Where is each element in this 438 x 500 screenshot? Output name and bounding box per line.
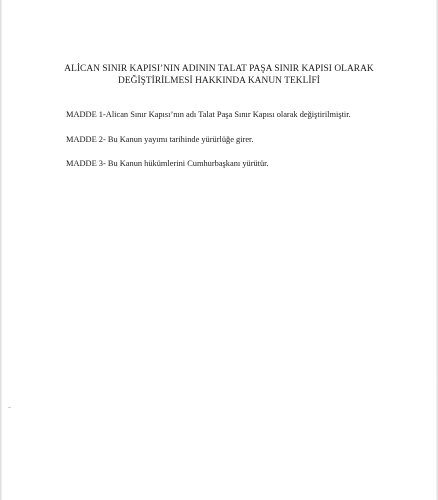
title-line-2: DEĞİŞTİRİLMESİ HAKKINDA KANUN TEKLİFİ bbox=[118, 75, 320, 86]
title-line-1: ALİCAN SINIR KAPISI’NIN ADININ TALAT PAŞA SINIR KAPISI OLARAK bbox=[64, 64, 374, 74]
article-2: MADDE 2- Bu Kanun yayımı tarihinde yürürlüğe girer. bbox=[66, 135, 254, 144]
scan-speck bbox=[8, 407, 11, 408]
page-left-edge bbox=[0, 0, 2, 500]
document-title bbox=[40, 64, 398, 87]
article-1: MADDE 1-Alican Sınır Kapısı’nın adı Talat Paşa Sınır Kapısı olarak değiştirilmiştir. bbox=[66, 110, 351, 119]
article-3: MADDE 3- Bu Kanun hükümlerini Cumhurbaşkanı yürütür. bbox=[66, 159, 269, 168]
